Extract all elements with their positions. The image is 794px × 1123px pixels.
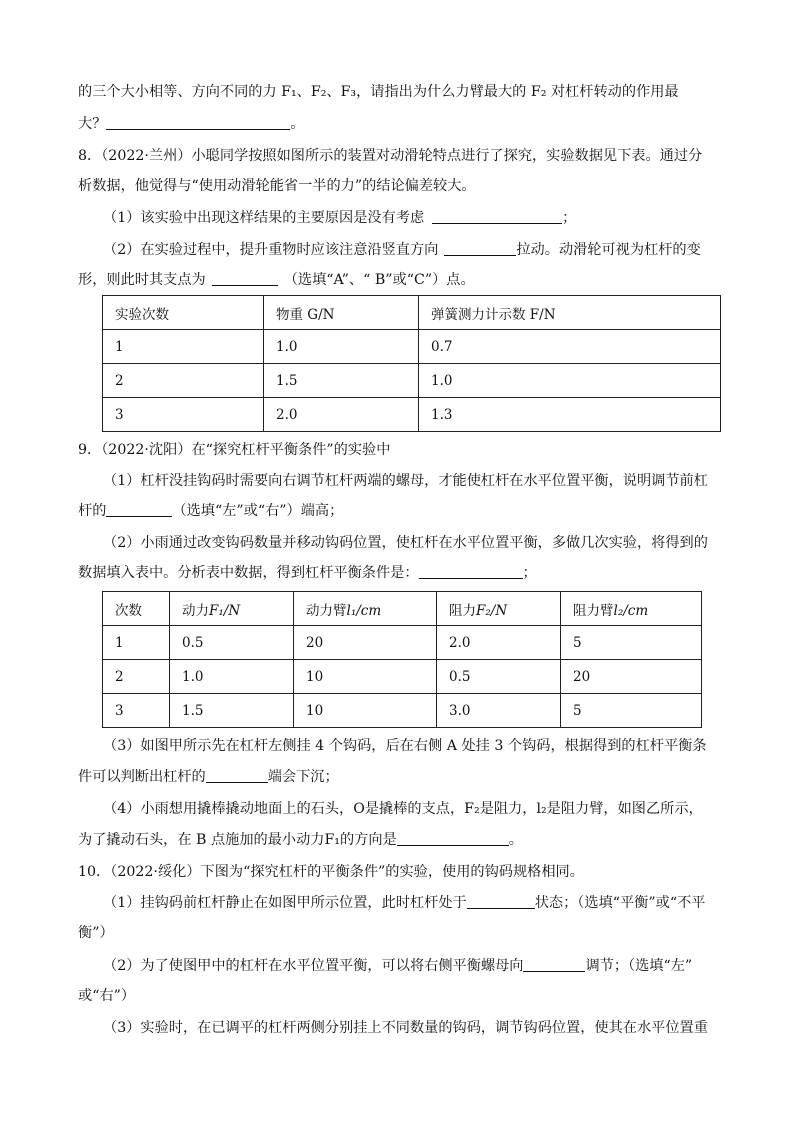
q8-part2b-suffix: （选填“A”、“ B”或“C”）点。: [283, 272, 475, 288]
table-header-cell: 动力F₁/N: [170, 592, 294, 626]
table-header-cell: 物重 G/N: [264, 296, 419, 330]
q7-text-line2: [78, 114, 305, 134]
q8-heading: 8．（2022·兰州）小聪同学按照如图所示的装置对动滑轮特点进行了探究，实验数据见下表。通过分: [78, 148, 703, 164]
q9-part2-blank[interactable]: [419, 564, 523, 579]
table-cell: 2: [103, 364, 264, 398]
q9-part2: （2）小雨通过改变钩码数量并移动钩码位置，使杠杆在水平位置平衡，多做几次实验，将得到的: [103, 535, 708, 551]
table-header-cell: 次数: [103, 592, 170, 626]
q8-part2: [103, 240, 701, 260]
table-cell: 3: [103, 694, 170, 728]
q9-heading: 9．（2022·沈阳）在“探究杠杆平衡条件”的实验中: [78, 442, 391, 458]
table-header-cell: 阻力臂l₂/cm: [561, 592, 702, 626]
q8-part2-text: （2）在实验过程中，提升重物时应该注意沿竖直方向: [103, 242, 439, 258]
table-cell: 1.5: [264, 364, 419, 398]
q9-data-table: [102, 591, 702, 728]
table-cell: 2.0: [437, 626, 561, 660]
table-header-row: [103, 296, 721, 330]
table-cell: 3: [103, 398, 264, 432]
table-header-row: [103, 592, 702, 626]
table-cell: 2.0: [264, 398, 419, 432]
q9-part1-line2: [78, 501, 343, 521]
q9-part4b-text: 为了撬动石头，在 B 点施加的最小动力F₁的方向是: [78, 832, 397, 848]
table-header-cell: 实验次数: [103, 296, 264, 330]
table-cell: 5: [561, 626, 702, 660]
table-cell: 1.0: [170, 660, 294, 694]
q7-text-line1: 的三个大小相等、方向不同的力 F₁、F₂、F₃，请指出为什么力臂最大的 F₂ 对杠杆转动的作用最: [78, 84, 679, 100]
table-cell: 1: [103, 626, 170, 660]
q8-data-table: [102, 295, 721, 432]
q9-part3b-suffix: 端会下沉；: [267, 769, 339, 785]
table-cell: 1.0: [264, 330, 419, 364]
q10-heading: 10．（2022·绥化）下图为“探究杠杆的平衡条件”的实验，使用的钩码规格相同。: [78, 864, 584, 880]
table-row: [103, 626, 702, 660]
table-row: [103, 364, 721, 398]
q10-part1-suffix: 状态；（选填“平衡”或“不平: [534, 895, 706, 911]
q8-part1-text: （1）该实验中出现这样结果的主要原因是没有考虑: [103, 210, 425, 226]
table-cell: 1.0: [419, 364, 721, 398]
q10-part1-blank[interactable]: [467, 894, 535, 909]
q10-part2: [103, 956, 692, 976]
q10-part2-line2: 或“右”）: [78, 988, 136, 1004]
table-cell: 20: [561, 660, 702, 694]
table-row: [103, 330, 721, 364]
table-header-cell: 动力臂l₁/cm: [294, 592, 437, 626]
table-cell: 1.5: [170, 694, 294, 728]
table-cell: 0.5: [437, 660, 561, 694]
table-cell: 5: [561, 694, 702, 728]
q9-part4-line2: [78, 830, 523, 850]
q8-part2b-text: 形，则此时其支点为: [78, 272, 206, 288]
q8-part2-line2: [78, 270, 475, 290]
q8-part1-suffix: ；: [562, 210, 577, 226]
q10-part1-text: （1）挂钩码前杠杆静止在如图甲所示位置，此时杠杆处于: [103, 895, 467, 911]
q8-part2b-blank[interactable]: [212, 271, 278, 286]
q8-part1: [103, 208, 576, 228]
q9-part1-blank[interactable]: [106, 502, 172, 517]
q7-line2-suffix: 。: [290, 116, 305, 132]
table-row: [103, 694, 702, 728]
q10-part2-text: （2）为了使图甲中的杠杆在水平位置平衡，可以将右侧平衡螺母向: [103, 958, 524, 974]
table-cell: 3.0: [437, 694, 561, 728]
q10-part1: [103, 893, 705, 913]
q10-part3: （3）实验时，在已调平的杠杆两侧分别挂上不同数量的钩码，调节钩码位置，使其在水平位置重: [103, 1020, 708, 1036]
q9-part2-line2: [78, 563, 537, 583]
q10-part2-blank[interactable]: [523, 957, 585, 972]
q8-part2-mid: 拉动。动滑轮可视为杠杆的变: [516, 242, 701, 258]
table-header-cell: 弹簧测力计示数 F/N: [419, 296, 721, 330]
q9-part2b-text: 数据填入表中。分析表中数据，得到杠杆平衡条件是：: [78, 565, 419, 581]
q9-part3-line2: [78, 767, 339, 787]
table-cell: 10: [294, 660, 437, 694]
table-row: [103, 660, 702, 694]
q10-part2-suffix: 调节；（选填“左”: [585, 958, 693, 974]
q9-part4b-suffix: 。: [508, 832, 523, 848]
q9-part3-blank[interactable]: [206, 768, 268, 783]
q8-heading-line2: 析数据，他觉得与“使用动滑轮能省一半的力”的结论偏差较大。: [78, 178, 476, 194]
table-cell: 2: [103, 660, 170, 694]
q9-part4: （4）小雨想用撬棒撬动地面上的石头，O是撬棒的支点，F₂是阻力，l₂是阻力臂，如图乙所示，: [103, 801, 703, 817]
q9-part3b-text: 件可以判断出杠杆的: [78, 769, 206, 785]
q9-part4-blank[interactable]: [397, 831, 509, 846]
table-cell: 0.7: [419, 330, 721, 364]
q7-answer-blank[interactable]: [106, 115, 290, 130]
table-cell: 0.5: [170, 626, 294, 660]
q10-part1-line2: 衡”）: [78, 925, 114, 941]
q7-line2-prefix: 大？: [78, 116, 107, 132]
q8-part2-blank[interactable]: [444, 241, 516, 256]
table-cell: 20: [294, 626, 437, 660]
q9-part1b-text: 杆的: [78, 503, 107, 519]
table-cell: 1.3: [419, 398, 721, 432]
table-cell: 1: [103, 330, 264, 364]
q9-part1: （1）杠杆没挂钩码时需要向右调节杠杆两端的螺母，才能使杠杆在水平位置平衡，说明调节前杠: [103, 473, 708, 489]
q8-part1-blank[interactable]: [432, 209, 562, 224]
table-header-cell: 阻力F₂/N: [437, 592, 561, 626]
q9-part1b-suffix: （选填“左”或“右”）端高；: [172, 503, 344, 519]
q9-part2b-suffix: ；: [522, 565, 537, 581]
table-cell: 10: [294, 694, 437, 728]
table-row: [103, 398, 721, 432]
q9-part3: （3）如图甲所示先在杠杆左侧挂 4 个钩码，后在右侧 A 处挂 3 个钩码，根据得到的杠杆平衡条: [103, 738, 707, 754]
